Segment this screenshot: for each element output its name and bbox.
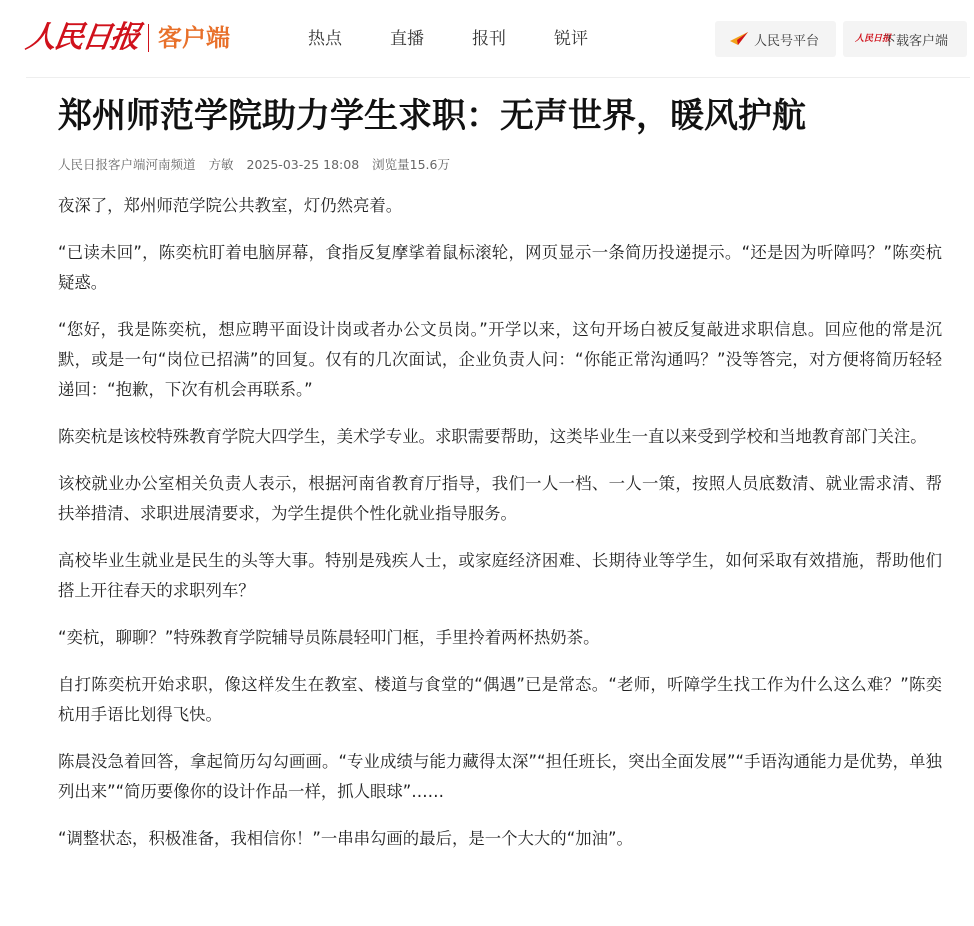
paragraph: 自打陈奕杭开始求职，像这样发生在教室、楼道与食堂的“偶遇”已是常态。“老师，听障学生找工作为什么这么难？”陈奕杭用手语比划得飞快。 <box>58 675 942 724</box>
paragraph: “您好，我是陈奕杭，想应聘平面设计岗或者办公文员岗。”开学以来，这句开场白被反复敲进求职信息。回应他的常是沉默，或是一句“岗位已招满”的回复。仅有的几次面试，企业负责人问：“你能正常沟通吗？”没等答完，对方便将简历轻轻递回：“抱歉，下次有机会再联系。” <box>58 320 942 399</box>
article-source[interactable]: 人民日报客户端河南频道 <box>58 157 196 172</box>
paragraph: 陈奕杭是该校特殊教育学院大四学生，美术学专业。求职需要帮助，这类毕业生一直以来受到学校和当地教育部门关注。 <box>58 427 927 446</box>
app-logo-icon: 人民日报 <box>855 34 892 44</box>
logo-divider <box>148 24 149 52</box>
main-nav <box>308 27 636 51</box>
site-logo[interactable] <box>23 18 230 58</box>
article-title: 郑州师范学院助力学生求职：无声世界，暖风护航 <box>58 96 806 136</box>
nav-item-commentary[interactable]: 锐评 <box>554 29 588 49</box>
nav-item-live[interactable]: 直播 <box>390 29 424 49</box>
paper-plane-icon <box>729 31 749 47</box>
article-views: 浏览量15.6万 <box>372 157 450 172</box>
article-meta <box>58 156 942 174</box>
paragraph: 高校毕业生就业是民生的头等大事。特别是残疾人士，或家庭经济困难、长期待业等学生，如何采取有效措施，帮助他们搭上开往春天的求职列车？ <box>58 551 942 600</box>
platform-button-label: 人民号平台 <box>754 33 820 49</box>
top-header <box>0 0 974 80</box>
platform-button[interactable] <box>715 21 836 57</box>
download-app-button[interactable] <box>843 21 967 57</box>
paragraph: 该校就业办公室相关负责人表示，根据河南省教育厅指导，我们一人一档、一人一策，按照人员底数清、就业需求清、帮扶举措清、求职进展清要求，为学生提供个性化就业指导服务。 <box>58 474 942 523</box>
article-author: 方敏 <box>208 157 234 172</box>
paragraph: “奕杭，聊聊？”特殊教育学院辅导员陈晨轻叩门框，手里拎着两杯热奶茶。 <box>58 628 600 647</box>
nav-item-hot[interactable]: 热点 <box>308 29 342 49</box>
nav-item-newspaper[interactable]: 报刊 <box>472 29 506 49</box>
article <box>58 92 942 871</box>
paragraph: “已读未回”，陈奕杭盯着电脑屏幕，食指反复摩挲着鼠标滚轮，网页显示一条简历投递提示。“还是因为听障吗？”陈奕杭疑惑。 <box>58 243 942 292</box>
logo-client-label: 客户端 <box>158 24 230 52</box>
paragraph: 陈晨没急着回答，拿起简历勾勾画画。“专业成绩与能力藏得太深”“担任班长，突出全面发展”“手语沟通能力是优势，单独列出来”“简历要像你的设计作品一样，抓人眼球”…… <box>58 752 942 801</box>
download-button-label: 下载客户端 <box>883 33 949 49</box>
article-body <box>58 191 942 854</box>
logo-wordmark: 人民日报 <box>23 20 141 55</box>
paragraph: 夜深了，郑州师范学院公共教室，灯仍然亮着。 <box>58 196 403 215</box>
header-divider <box>26 77 970 78</box>
article-datetime: 2025-03-25 18:08 <box>246 157 360 172</box>
paragraph: “调整状态，积极准备，我相信你！”一串串勾画的最后，是一个大大的“加油”。 <box>58 829 633 848</box>
